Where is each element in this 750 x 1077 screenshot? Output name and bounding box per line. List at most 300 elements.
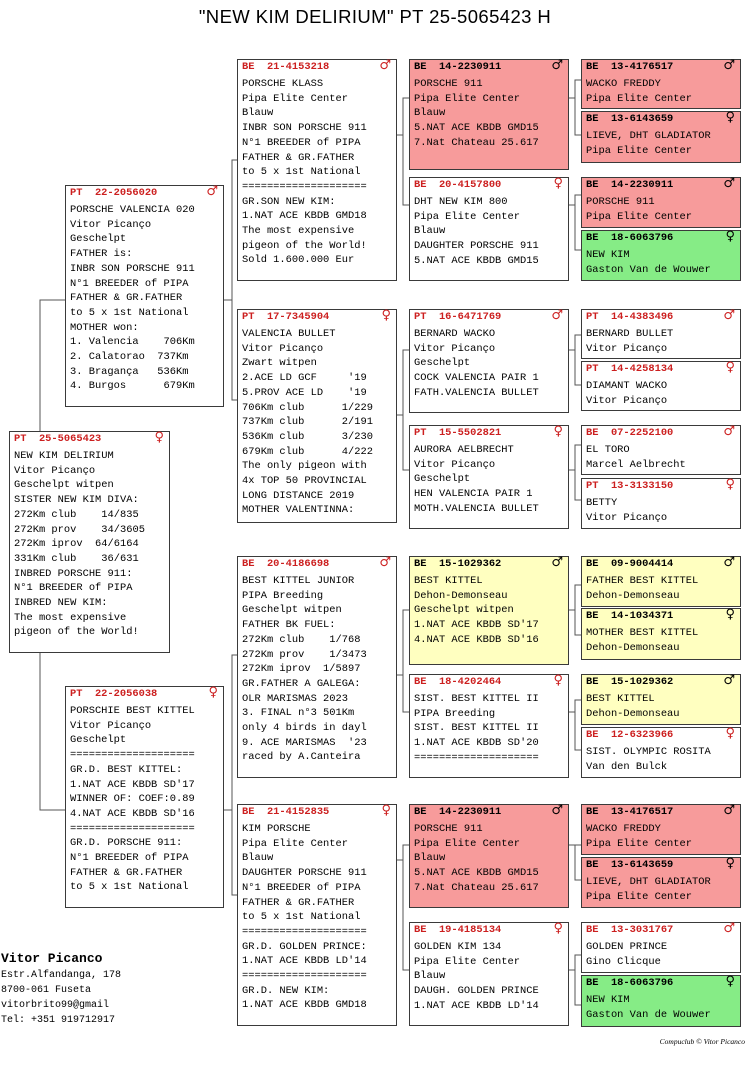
card-header (582, 178, 740, 193)
pigeon-name: PORSCHE VALENCIA 020 (70, 204, 195, 216)
male-symbol-icon: ♂ (551, 308, 563, 323)
detail-line: Pipa Elite Center (586, 890, 693, 903)
card-header (238, 60, 396, 75)
female-symbol-icon: ♀ (725, 726, 735, 741)
detail-line: 737Km club 2/191 (242, 416, 373, 429)
male-symbol-icon: ♂ (723, 803, 735, 818)
card-details (410, 193, 568, 269)
detail-line: SIST. BEST KITTEL II (414, 722, 539, 735)
ring-number: PT 25-5065423 (14, 433, 102, 445)
detail-line: Dehon-Demonseau (586, 641, 680, 654)
detail-line: 5.NAT ACE KBDB GMD15 (414, 122, 539, 135)
detail-line: Blauw (414, 852, 446, 865)
detail-line: ==================== (70, 749, 195, 762)
ring-number: BE 12-6323966 (586, 729, 674, 741)
detail-line: N°1 BREEDER of PIPA (242, 136, 361, 149)
pigeon-name: LIEVE, DHT GLADIATOR (586, 130, 711, 142)
pedigree-card-g5-1 (581, 59, 741, 109)
detail-line: 3. FINAL n°3 501Km (242, 707, 355, 720)
ring-number: BE 21-4153218 (242, 61, 330, 73)
detail-line: 272Km prov 1/3473 (242, 648, 367, 661)
detail-line: GR.D. BEST KITTEL: (70, 763, 183, 776)
card-details (582, 938, 740, 969)
detail-line: 272Km iprov 1/5897 (242, 663, 361, 676)
detail-line: INBRED PORSCHE 911: (14, 567, 133, 580)
detail-line: Blauw (242, 852, 274, 865)
detail-line: Zwart witpen (242, 357, 317, 370)
ring-number: PT 14-4258134 (586, 363, 674, 375)
card-header (238, 805, 396, 820)
detail-line: 4. Burgos 679Km (70, 380, 195, 393)
detail-line: 272Km club 1/768 (242, 633, 361, 646)
pedigree-title: "NEW KIM DELIRIUM" PT 25-5065423 H (198, 6, 552, 27)
female-symbol-icon: ♀ (725, 856, 735, 871)
pigeon-name: BERNARD BULLET (586, 328, 674, 340)
pigeon-name: DHT NEW KIM 800 (414, 196, 508, 208)
card-details (238, 325, 396, 518)
card-header (410, 557, 568, 572)
detail-line: ==================== (242, 180, 367, 193)
detail-line: FATHER & GR.FATHER (242, 151, 355, 164)
card-header (410, 60, 568, 75)
detail-line: Pipa Elite Center (414, 837, 521, 850)
ring-number: BE 07-2252100 (586, 427, 674, 439)
pedigree-card-g5-3 (581, 177, 741, 228)
card-details (582, 572, 740, 603)
detail-line: 1.NAT ACE KBDB SD'17 (414, 619, 539, 632)
detail-line: Geschelpt (70, 233, 127, 246)
card-header (582, 858, 740, 873)
pedigree-card-dsd (409, 674, 569, 778)
detail-line: 1.NAT ACE KBDB GMD18 (242, 999, 367, 1012)
ring-number: BE 13-3031767 (586, 924, 674, 936)
pigeon-name: WACKO FREDDY (586, 78, 661, 90)
pedigree-card-sss (409, 59, 569, 170)
male-symbol-icon: ♂ (723, 176, 735, 191)
pigeon-name: PORSCHE 911 (414, 823, 483, 835)
ring-number: PT 15-5502821 (414, 427, 502, 439)
card-details (410, 820, 568, 896)
detail-line: GR.FATHER A GALEGA: (242, 677, 361, 690)
pigeon-name: SIST. OLYMPIC ROSITA (586, 746, 711, 758)
detail-line: to 5 x 1st National (242, 166, 361, 179)
detail-line: Gaston Van de Wouwer (586, 1008, 711, 1021)
detail-line: 4.NAT ACE KBDB SD'16 (414, 633, 539, 646)
detail-line: Vitor Picanço (70, 218, 152, 231)
detail-line: Pipa Elite Center (414, 92, 521, 105)
detail-line: FATH.VALENCIA BULLET (414, 386, 539, 399)
owner-email: vitorbrito99@gmail (1, 1000, 110, 1011)
ring-number: BE 15-1029362 (414, 558, 502, 570)
pigeon-name: GOLDEN KIM 134 (414, 941, 502, 953)
ring-number: BE 15-1029362 (586, 676, 674, 688)
male-symbol-icon: ♂ (723, 424, 735, 439)
detail-line: 7.Nat Chateau 25.617 (414, 881, 539, 894)
detail-line: Marcel Aelbrecht (586, 458, 686, 471)
detail-line: N°1 BREEDER of PIPA (70, 277, 189, 290)
pedigree-card-dds (409, 804, 569, 908)
detail-line: 536Km club 3/230 (242, 430, 373, 443)
card-header (582, 805, 740, 820)
pigeon-name: WACKO FREDDY (586, 823, 661, 835)
detail-line: Vitor Picanço (70, 719, 152, 732)
detail-line: ==================== (242, 970, 367, 983)
detail-line: WINNER OF: COEF:0.89 (70, 793, 195, 806)
card-header (238, 557, 396, 572)
detail-line: FATHER & GR.FATHER (242, 896, 355, 909)
detail-line: Sold 1.600.000 Eur (242, 254, 355, 267)
card-details (410, 75, 568, 151)
ring-number: BE 20-4186698 (242, 558, 330, 570)
pigeon-name: BEST KITTEL (414, 575, 483, 587)
detail-line: GR.D. GOLDEN PRINCE: (242, 940, 367, 953)
pigeon-name: LIEVE, DHT GLADIATOR (586, 876, 711, 888)
detail-line: INBR SON PORSCHE 911 (70, 262, 195, 275)
detail-line: only 4 birds in dayl (242, 722, 367, 735)
card-details (582, 873, 740, 904)
pigeon-name: SIST. BEST KITTEL II (414, 693, 539, 705)
pigeon-name: MOTHER BEST KITTEL (586, 627, 699, 639)
pigeon-name: PORSCHIE BEST KITTEL (70, 705, 195, 717)
pedigree-card-dss (409, 556, 569, 665)
detail-line: HEN VALENCIA PAIR 1 (414, 488, 533, 501)
detail-line: 5.NAT ACE KBDB GMD15 (414, 254, 539, 267)
owner-phone: Tel: +351 919712917 (1, 1015, 116, 1026)
detail-line: 4x TOP 50 PROVINCIAL (242, 475, 367, 488)
detail-line: The only pigeon with (242, 460, 367, 473)
detail-line: 2.ACE LD GCF '19 (242, 372, 367, 385)
detail-line: 2. Calatorao 737Km (70, 351, 189, 364)
ring-number: PT 22-2056038 (70, 688, 158, 700)
card-header (410, 310, 568, 325)
pigeon-name: BEST KITTEL JUNIOR (242, 575, 355, 587)
pigeon-name: PORSCHE 911 (586, 196, 655, 208)
detail-line: N°1 BREEDER of PIPA (14, 582, 133, 595)
detail-line: Geschelpt (414, 473, 471, 486)
detail-line: to 5 x 1st National (242, 911, 361, 924)
pigeon-name: BETTY (586, 497, 618, 509)
detail-line: PIPA Breeding (242, 589, 324, 602)
ring-number: BE 18-6063796 (586, 977, 674, 989)
card-details (582, 743, 740, 774)
detail-line: PIPA Breeding (414, 707, 496, 720)
detail-line: Pipa Elite Center (242, 837, 349, 850)
detail-line: to 5 x 1st National (70, 306, 189, 319)
detail-line: to 5 x 1st National (70, 881, 189, 894)
card-details (582, 441, 740, 472)
detail-line: N°1 BREEDER of PIPA (242, 881, 361, 894)
detail-line: Vitor Picanço (414, 458, 496, 471)
ring-number: PT 16-6471769 (414, 311, 502, 323)
detail-line: 679Km club 4/222 (242, 445, 373, 458)
card-header (66, 687, 223, 702)
card-details (410, 938, 568, 1014)
ring-number: BE 21-4152835 (242, 806, 330, 818)
detail-line: DAUGHTER PORSCHE 911 (242, 867, 367, 880)
card-header (410, 426, 568, 441)
ring-number: BE 20-4157800 (414, 179, 502, 191)
detail-line: 5.NAT ACE KBDB GMD15 (414, 867, 539, 880)
detail-line: SISTER NEW KIM DIVA: (14, 494, 139, 507)
detail-line: 1.NAT ACE KBDB LD'14 (414, 999, 539, 1012)
detail-line: Geschelpt (414, 357, 471, 370)
card-header (410, 178, 568, 193)
detail-line: pigeon of the World! (242, 239, 367, 252)
card-details (410, 441, 568, 517)
card-details (410, 325, 568, 401)
detail-line: MOTH.VALENCIA BULLET (414, 502, 539, 515)
pigeon-name: EL TORO (586, 444, 630, 456)
male-symbol-icon: ♂ (723, 308, 735, 323)
detail-line: FATHER & GR.FATHER (70, 292, 183, 305)
detail-line: Dehon-Demonseau (414, 589, 508, 602)
pigeon-name: NEW KIM DELIRIUM (14, 450, 114, 462)
detail-line: 272Km iprov 64/6164 (14, 538, 139, 551)
pedigree-card-g5-8 (581, 478, 741, 529)
detail-line: ==================== (242, 925, 367, 938)
ring-number: PT 14-4383496 (586, 311, 674, 323)
card-details (582, 193, 740, 224)
pedigree-card-dam-dam (237, 804, 397, 1026)
detail-line: Pipa Elite Center (586, 144, 693, 157)
ring-number: BE 13-4176517 (586, 61, 674, 73)
card-details (582, 127, 740, 158)
female-symbol-icon: ♀ (553, 176, 563, 191)
card-header (10, 432, 169, 447)
detail-line: 1.NAT ACE KBDB LD'14 (242, 955, 367, 968)
card-header (582, 675, 740, 690)
software-credit: Compuclub © Vitor Picanco (659, 1037, 745, 1046)
pedigree-card-g5-13 (581, 804, 741, 855)
card-details (238, 820, 396, 1013)
detail-line: Geschelpt witpen (14, 479, 114, 492)
pedigree-card-g5-7 (581, 425, 741, 475)
detail-line: FATHER BK FUEL: (242, 619, 336, 632)
ring-number: PT 22-2056020 (70, 187, 158, 199)
detail-line: Blauw (414, 107, 446, 120)
ring-number: BE 14-2230911 (414, 806, 502, 818)
ring-number: BE 14-1034371 (586, 610, 674, 622)
card-header (582, 112, 740, 127)
female-symbol-icon: ♀ (208, 685, 218, 700)
pedigree-card-g5-4 (581, 230, 741, 281)
card-header (582, 60, 740, 75)
male-symbol-icon: ♂ (723, 921, 735, 936)
detail-line: The most expensive (242, 225, 355, 238)
card-details (410, 572, 568, 648)
detail-line: The most expensive (14, 611, 127, 624)
detail-line: 331Km club 36/631 (14, 552, 139, 565)
pigeon-name: GOLDEN PRINCE (586, 941, 668, 953)
detail-line: Gaston Van de Wouwer (586, 263, 711, 276)
detail-line: 706Km club 1/229 (242, 401, 373, 414)
card-header (582, 609, 740, 624)
card-details (582, 690, 740, 721)
detail-line: INBR SON PORSCHE 911 (242, 122, 367, 135)
detail-line: FATHER & GR.FATHER (70, 866, 183, 879)
detail-line: ==================== (70, 822, 195, 835)
ring-number: BE 13-6143659 (586, 113, 674, 125)
male-symbol-icon: ♂ (551, 555, 563, 570)
ring-number: PT 13-3133150 (586, 480, 674, 492)
detail-line: Geschelpt witpen (242, 604, 342, 617)
card-details (582, 325, 740, 356)
ring-number: BE 19-4185134 (414, 924, 502, 936)
detail-line: Vitor Picanço (586, 342, 668, 355)
card-header (582, 923, 740, 938)
ring-number: BE 13-6143659 (586, 859, 674, 871)
pedigree-card-g5-9 (581, 556, 741, 607)
pigeon-name: DIAMANT WACKO (586, 380, 668, 392)
female-symbol-icon: ♀ (725, 974, 735, 989)
detail-line: raced by A.Canteira (242, 751, 361, 764)
pedigree-card-ssd (409, 177, 569, 281)
pedigree-card-g5-14 (581, 857, 741, 908)
detail-line: MOTHER won: (70, 321, 139, 334)
detail-line: GR.SON NEW KIM: (242, 195, 336, 208)
pigeon-name: NEW KIM (586, 994, 630, 1006)
pedigree-card-sds (409, 309, 569, 413)
card-header (582, 479, 740, 494)
pigeon-name: BERNARD WACKO (414, 328, 496, 340)
card-header (410, 923, 568, 938)
card-details (582, 991, 740, 1022)
detail-line: OLR MARISMAS 2023 (242, 692, 349, 705)
female-symbol-icon: ♀ (553, 921, 563, 936)
female-symbol-icon: ♀ (381, 803, 391, 818)
card-header (582, 231, 740, 246)
detail-line: 5.PROV ACE LD '19 (242, 386, 367, 399)
owner-name: Vitor Picanco (1, 951, 103, 966)
ring-number: BE 13-4176517 (586, 806, 674, 818)
detail-line: LONG DISTANCE 2019 (242, 489, 355, 502)
pedigree-card-dam-sire (237, 556, 397, 778)
card-header (582, 362, 740, 377)
detail-line: DAUGH. GOLDEN PRINCE (414, 985, 539, 998)
card-details (582, 494, 740, 525)
card-details (238, 572, 396, 765)
pedigree-card-sire-sire (237, 59, 397, 281)
card-details (582, 624, 740, 655)
detail-line: Pipa Elite Center (414, 955, 521, 968)
male-symbol-icon: ♂ (206, 184, 218, 199)
male-symbol-icon: ♂ (723, 673, 735, 688)
card-header (238, 310, 396, 325)
detail-line: Geschelpt witpen (414, 604, 514, 617)
detail-line: COCK VALENCIA PAIR 1 (414, 372, 539, 385)
owner-address-postcode: 8700-061 Fuseta (1, 985, 92, 996)
card-header (582, 310, 740, 325)
detail-line: Dehon-Demonseau (586, 589, 680, 602)
pedigree-card-g5-11 (581, 674, 741, 725)
pedigree-card-subject (9, 431, 170, 653)
pigeon-name: PORSCHE 911 (414, 78, 483, 90)
pedigree-card-sdd (409, 425, 569, 529)
detail-line: Gino Clicque (586, 955, 661, 968)
ring-number: BE 18-6063796 (586, 232, 674, 244)
detail-line: Pipa Elite Center (586, 837, 693, 850)
card-details (582, 246, 740, 277)
detail-line: 272Km prov 34/3605 (14, 523, 145, 536)
card-header (410, 805, 568, 820)
detail-line: Geschelpt (70, 734, 127, 747)
card-header (582, 426, 740, 441)
card-details (10, 447, 169, 640)
male-symbol-icon: ♂ (723, 555, 735, 570)
detail-line: 272Km club 14/835 (14, 508, 139, 521)
detail-line: Dehon-Demonseau (586, 707, 680, 720)
detail-line: Pipa Elite Center (414, 210, 521, 223)
male-symbol-icon: ♂ (551, 58, 563, 73)
pedigree-card-g5-15 (581, 922, 741, 973)
detail-line: GR.D. NEW KIM: (242, 984, 330, 997)
detail-line: GR.D. PORSCHE 911: (70, 837, 183, 850)
detail-line: Blauw (414, 225, 446, 238)
pigeon-name: AURORA AELBRECHT (414, 444, 514, 456)
card-header (410, 675, 568, 690)
female-symbol-icon: ♀ (553, 673, 563, 688)
pigeon-name: FATHER BEST KITTEL (586, 575, 699, 587)
owner-info (1, 950, 121, 1028)
pigeon-name: NEW KIM (586, 249, 630, 261)
female-symbol-icon: ♀ (725, 477, 735, 492)
pigeon-name: BEST KITTEL (586, 693, 655, 705)
female-symbol-icon: ♀ (725, 110, 735, 125)
detail-line: INBRED NEW KIM: (14, 597, 108, 610)
detail-line: Van den Bulck (586, 760, 668, 773)
ring-number: BE 18-4202464 (414, 676, 502, 688)
male-symbol-icon: ♂ (723, 58, 735, 73)
pedigree-card-g5-16 (581, 975, 741, 1027)
detail-line: Blauw (242, 107, 274, 120)
detail-line: Vitor Picanço (242, 342, 324, 355)
female-symbol-icon: ♀ (553, 424, 563, 439)
pigeon-name: KIM PORSCHE (242, 823, 311, 835)
detail-line: Pipa Elite Center (586, 210, 693, 223)
detail-line: MOTHER VALENTINNA: (242, 504, 355, 517)
detail-line: Vitor Picanço (586, 394, 668, 407)
pedigree-card-ddd (409, 922, 569, 1026)
detail-line: Vitor Picanço (14, 464, 96, 477)
pedigree-card-sire (65, 185, 224, 407)
detail-line: Pipa Elite Center (242, 92, 349, 105)
detail-line: ==================== (414, 751, 539, 764)
ring-number: PT 17-7345904 (242, 311, 330, 323)
card-details (582, 75, 740, 106)
pedigree-card-g5-6 (581, 361, 741, 411)
detail-line: N°1 BREEDER of PIPA (70, 852, 189, 865)
male-symbol-icon: ♂ (551, 803, 563, 818)
card-header (582, 728, 740, 743)
ring-number: BE 14-2230911 (414, 61, 502, 73)
ring-number: BE 09-9004414 (586, 558, 674, 570)
female-symbol-icon: ♀ (725, 229, 735, 244)
pedigree-card-dam (65, 686, 224, 908)
card-header (66, 186, 223, 201)
male-symbol-icon: ♂ (379, 555, 391, 570)
detail-line: 1. Valencia 706Km (70, 336, 195, 349)
card-details (582, 377, 740, 408)
detail-line: 1.NAT ACE KBDB GMD18 (242, 210, 367, 223)
detail-line: 7.Nat Chateau 25.617 (414, 136, 539, 149)
pigeon-name: VALENCIA BULLET (242, 328, 336, 340)
detail-line: Vitor Picanço (586, 511, 668, 524)
detail-line: 1.NAT ACE KBDB SD'17 (70, 778, 195, 791)
detail-line: Blauw (414, 970, 446, 983)
card-details (66, 702, 223, 895)
detail-line: DAUGHTER PORSCHE 911 (414, 240, 539, 253)
detail-line: 9. ACE MARISMAS '23 (242, 736, 367, 749)
